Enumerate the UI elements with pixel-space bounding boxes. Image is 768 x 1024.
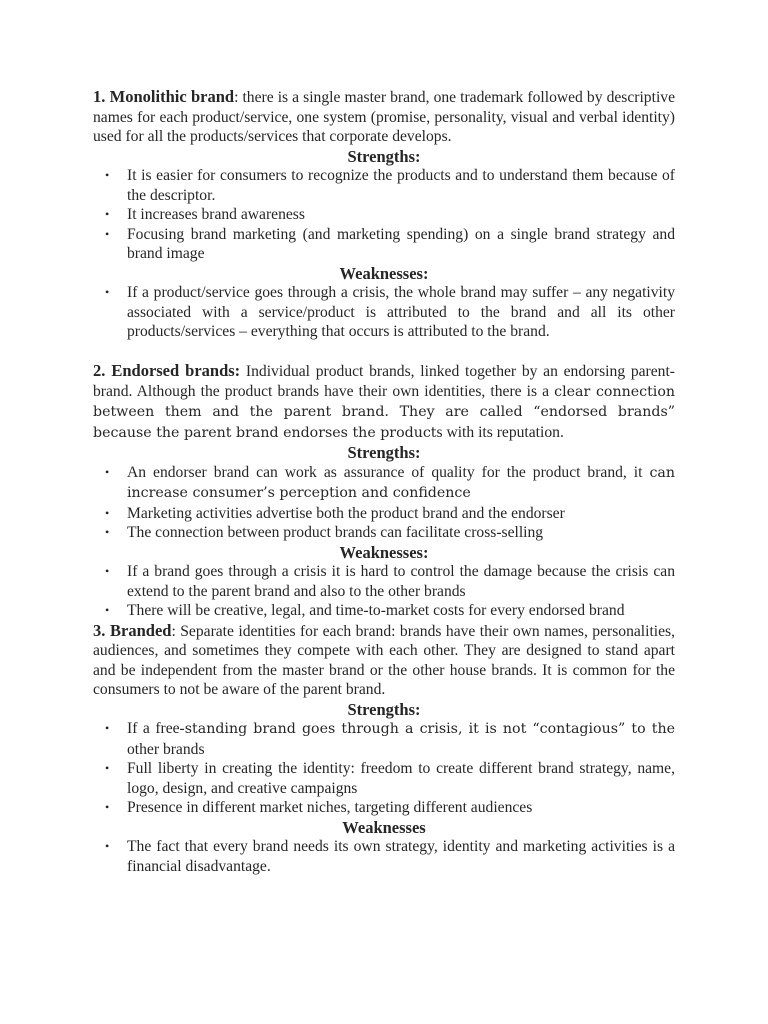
list-item [93, 759, 675, 798]
list-item [93, 463, 675, 504]
list-item-text: can increase consumer’s perception and confidence [127, 464, 675, 501]
list-item-text: The connection between product brands can facilitate cross-selling [127, 524, 544, 541]
section-3-strengths-heading: Strengths: [347, 699, 421, 719]
section-2-intro-text-a: Individual product brands, linked together by an endorsing parent-brand. Although the product brands have their own identities, there is a [93, 363, 675, 400]
list-item-text: If a free- [127, 720, 185, 737]
list-item-text: other brands [127, 740, 205, 758]
section-1-title: 1. Monolithic brand [93, 87, 235, 106]
section-2-title: 2. Endorsed brands: [93, 361, 241, 380]
list-item [93, 523, 675, 543]
list-item-text: It increases brand awareness [127, 206, 305, 223]
list-item-text: Full liberty in creating the identity: freedom to create different brand strategy, name, logo, design, and creative campaigns [127, 760, 675, 797]
list-item-text: There will be creative, legal, and time-to-market costs for every endorsed brand [127, 602, 625, 619]
section-1-intro-text: : there is a single master brand, one trademark followed by descriptive names for each product/service, one system (promise, personality, visual and verbal identity) used for all the products/services that corporate develops. [93, 89, 675, 145]
list-item [93, 719, 675, 759]
list-item-text: If a product/service goes through a crisis, the whole brand may suffer – any negativity associated with a service/product is attributed to the brand and all its other products/services – everything that occurs is attributed to the brand. [127, 284, 675, 340]
list-item [93, 283, 675, 342]
section-1-strengths-heading: Strengths: [347, 146, 421, 166]
bullet-icon: • [105, 168, 110, 182]
section-1-intro [93, 87, 675, 147]
bullet-icon: • [105, 207, 110, 221]
section-spacer [93, 342, 675, 362]
section-2-weaknesses-heading: Weaknesses: [339, 542, 429, 562]
list-item-text: Presence in different market niches, targeting different audiences [127, 799, 533, 816]
bullet-icon: • [105, 800, 110, 814]
section-1-weaknesses-list [93, 283, 675, 342]
list-item-text: standing brand goes through a crisis, it is not “contagious” to the [184, 721, 675, 737]
section-3-weaknesses-heading: Weaknesses [342, 817, 426, 837]
list-item [93, 504, 675, 524]
bullet-icon: • [105, 603, 110, 617]
section-2-intro [93, 361, 675, 443]
section-2-weaknesses-list [93, 562, 675, 621]
bullet-icon: • [105, 464, 110, 479]
section-2-intro-text-b: clear connection between them and the parent brand. They are called “endorsed brands” because the parent brand endorses the product [93, 383, 675, 441]
section-2-intro-text-c: s with its reputation. [436, 423, 564, 441]
list-item [93, 798, 675, 818]
list-item [93, 837, 675, 876]
section-1-weaknesses-heading: Weaknesses: [339, 263, 429, 283]
bullet-icon: • [105, 761, 110, 775]
bullet-icon: • [105, 525, 110, 539]
section-3-title: 3. Branded [93, 620, 172, 640]
section-3-intro-text: : Separate identities for each brand: brands have their own names, personalities, audiences, and sometimes they compete with each other. They are designed to stand apart and be independent from the master brand or the other house brands. It is common for the consumers to not be aware of the parent brand. [93, 622, 676, 698]
section-2-strengths-heading: Strengths: [347, 443, 421, 462]
section-2-strengths-list [93, 463, 675, 543]
section-3-strengths-list [93, 719, 675, 818]
list-item [93, 601, 675, 621]
list-item-text: Marketing activities advertise both the product brand and the endorser [127, 504, 565, 522]
list-item-text: It is easier for consumers to recognize the products and to understand them because of the descriptor. [127, 167, 675, 204]
section-3-intro [93, 621, 675, 700]
bullet-icon: • [105, 839, 110, 853]
list-item-text: An endorser brand can work as assurance of quality for the product brand, it [127, 463, 650, 481]
bullet-icon: • [105, 721, 110, 735]
bullet-icon: • [105, 505, 110, 520]
list-item [93, 562, 675, 601]
list-item [93, 166, 675, 205]
bullet-icon: • [105, 285, 110, 299]
document-page [93, 87, 675, 876]
list-item-text: Focusing brand marketing (and marketing spending) on a single brand strategy and brand image [127, 225, 675, 262]
bullet-icon: • [105, 226, 110, 241]
list-item-text: If a brand goes through a crisis it is hard to control the damage because the crisis can extend to the parent brand and also to the other brands [127, 563, 675, 600]
list-item-text: The fact that every brand needs its own strategy, identity and marketing activities is a financial disadvantage. [127, 838, 675, 875]
section-1-strengths-list [93, 166, 675, 264]
bullet-icon: • [105, 564, 110, 578]
list-item [93, 225, 675, 264]
section-3-weaknesses-list [93, 837, 675, 876]
list-item [93, 205, 675, 225]
